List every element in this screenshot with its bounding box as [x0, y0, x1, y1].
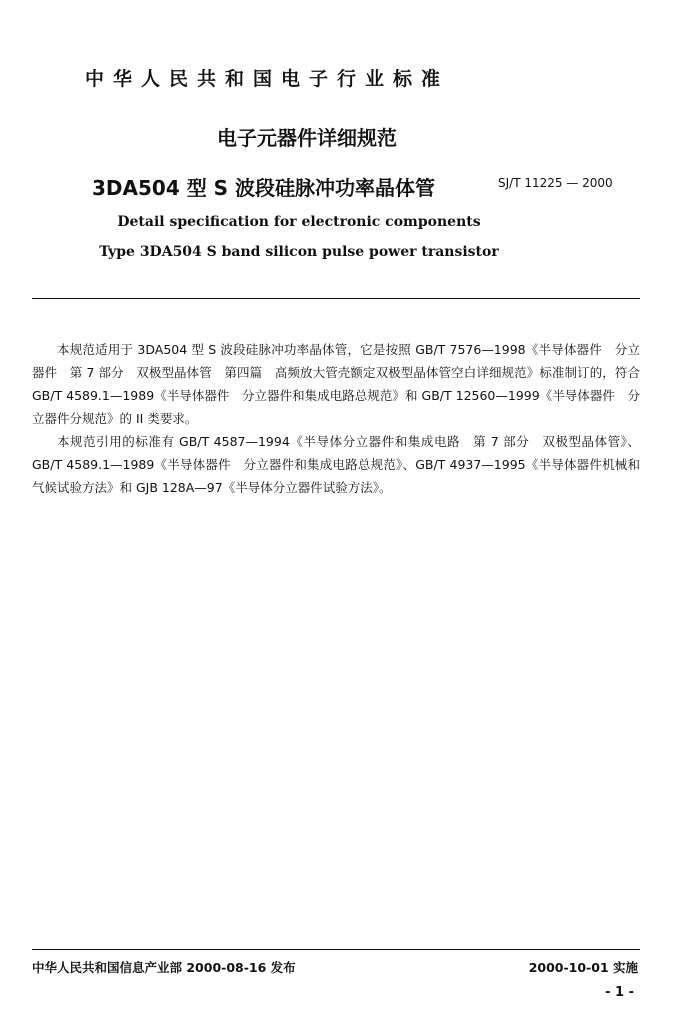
english-title-line-1: Detail specification for electronic components — [117, 214, 481, 230]
page-number: - 1 - — [605, 985, 634, 1000]
paragraph-references: 本规范引用的标准有 GB/T 4587—1994《半导体分立器件和集成电路 第 7 部分 双极型晶体管》、GB/T 4589.1—1989《半导体器件 分立器件和集成电路总规范》、GB/T 4937—1995《半导体器件机械和气候试验方法》和 GJB 128A—97《半导体分立器件试验方法》。 — [32, 434, 640, 495]
issue-date: 中华人民共和国信息产业部 2000-08-16 发布 — [32, 960, 296, 975]
chinese-title-line-1: 电子元器件详细规范 — [217, 126, 397, 150]
document-body — [32, 338, 640, 499]
paragraph-scope: 本规范适用于 3DA504 型 S 波段硅脉冲功率晶体管，它是按照 GB/T 7576—1998《半导体器件 分立器件 第 7 部分 双极型晶体管 第四篇 高频放大管壳额定双极型晶体管空白详细规范》标准制订的，符合 GB/T 4589.1—1989《半导体器件 分立器件和集成电路总规范》和 GB/T 12560—1999《半导体器件 分立器件分规范》的 II 类要求。 — [32, 342, 640, 426]
issuing-authority-header: 中华人民共和国电子行业标准 — [85, 68, 450, 90]
footer-divider — [32, 949, 640, 950]
chinese-title-line-2: 3DA504 型 S 波段硅脉冲功率晶体管 — [92, 176, 436, 200]
header-divider — [32, 298, 640, 299]
standard-number: SJ/T 11225 — 2000 — [498, 176, 613, 190]
implementation-date: 2000-10-01 实施 — [528, 960, 638, 975]
english-title-line-2: Type 3DA504 S band silicon pulse power transistor — [99, 244, 499, 260]
